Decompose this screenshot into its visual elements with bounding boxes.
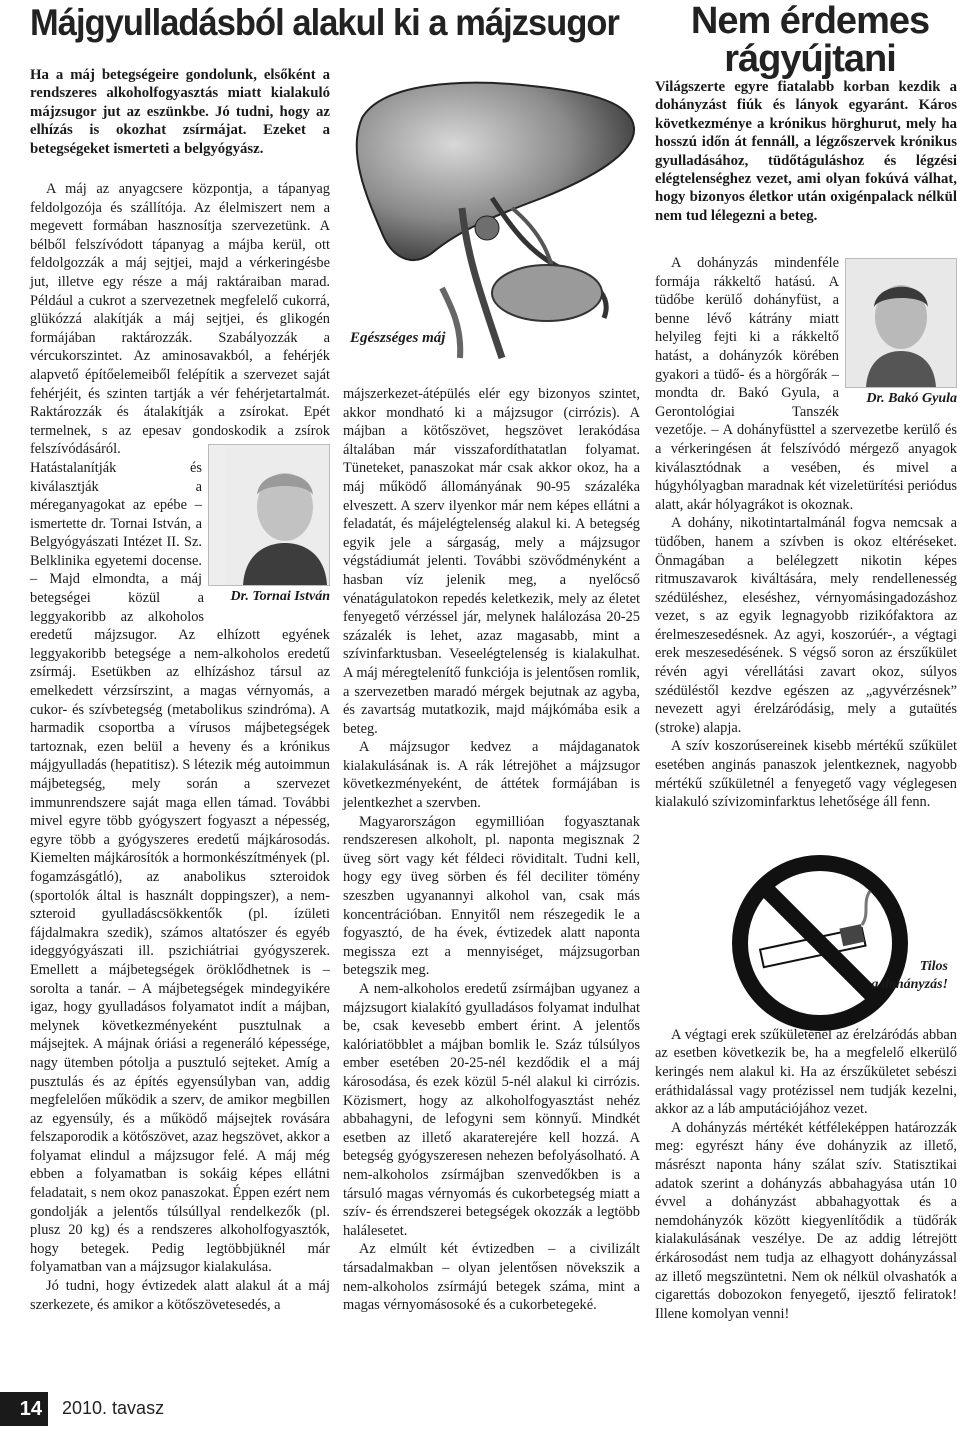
no-smoking-sign: [730, 853, 910, 1033]
col2-paragraph: Magyarországon egymillióan fogyasztanak rendszeresen alkoholt, pl. naponta megisznak 2 üveg sört vagy két féldeci röviditalt. Tudni kell, hogy egy üveg sörben és fél deciliter tömény szeszben ugyanannyi alkohol van, csak más koncentrációban. Ennyitől nem részegedik le a fogyasztó, de ha évek, évtizedek alatt naponta megissza ezt a mennyiséget, májzsugorban betegszik meg.: [343, 813, 640, 979]
no-smoking-icon: [730, 853, 910, 1033]
right-headline: [660, 2, 960, 78]
col2-paragraph: A nem-alkoholos eredetű zsírmájban ugyanez a májzsugort kialakító gyulladásos folyamat indulhat be, csak kevesebb embert érint. A jelentős kalóriatöbblet a májban bomlik le. Száz túlsúlyos ember esetében 20-25-nél kezdődik el a máj károsodása, és ezek közül 5-nél alakul ki cirrózis. Közismert, hogy az alkoholfogyasztást nehéz abbahagyni, de lefogyni sem könnyű. Mindkét esetben az illető akaraterejére kell hozzá. A betegség gyógyszeresen nehezen befolyásolható. A nem-alkoholos zsírmájban szenvedőkben is a társuló magas vérnyomás és cukorbetegség miatt a szív- és érrendszerei betegségek okozzák a legtöbb halálesetet.: [343, 981, 640, 1239]
issue-label: 2010. tavasz: [62, 1398, 165, 1418]
right-headline-line1: Nem érdemes: [690, 0, 930, 42]
col1-paragraph: Jó tudni, hogy évtizedek alatt alakul át a máj szerkezete, és amikor a kötőszövetesedés, a: [30, 1278, 330, 1313]
bako-caption: Dr. Bakó Gyula: [866, 391, 957, 406]
tornai-caption: Dr. Tornai István: [230, 589, 330, 605]
page-number: 14: [0, 1392, 48, 1426]
tornai-photo: [208, 444, 330, 586]
portrait-icon: [225, 445, 330, 585]
left-column-2: [343, 385, 640, 1315]
right-paragraph: A dohányzás mindenféle formája rákkeltő hatású. A tüdőbe kerülő dohányfüst, a benne lévő kátrány miatt helyileg fejti ki a rákkeltő hatást, a dohányzók körében gyakori a tüdő- és a hörgőrák – mondta dr. Bakó Gyula, a Gerontológiai Tanszék vezetője. – A dohányfüsttel a szervezetbe kerülő és a vérkeringésen át felszívódó mérgező anyagok kiválasztódnak a vesében, és mivel a húgyhólyagban maradnak két vizeletürítési periódus alatt, akár hólyagrákot is okoznak.: [655, 255, 957, 513]
left-column-1: [30, 180, 330, 1314]
liver-icon: [342, 58, 642, 376]
right-headline-line2: rágyújtani: [724, 38, 896, 80]
no-smoking-caption-line1: Tilos: [919, 959, 948, 974]
right-paragraph: A szív koszorúsereinek kisebb mértékű szűkület esetében anginás panaszok jelentkeznek, nagyobb mértékű szűkületnél a fenyegető vagy véglegesen kialakuló szívizominfarktus lehetősége áll fenn.: [655, 738, 957, 811]
liver-illustration: [342, 58, 642, 376]
right-paragraph: A végtagi erek szűkületénél az érelzáródás abban az esetben következik be, ha a megfelelő elkerülő keringés nem alakul ki. Ha az érszűkületet sebészi eráthidalással vagy protézissel nem tudják kezelni, akkor az a láb amputációjához vezet.: [655, 1026, 957, 1118]
right-lead: Világszerte egyre fiatalabb korban kezdik a dohányzást fiúk és lányok egyaránt. Káros következménye a krónikus hörghurut, mely ha hosszú időn át fennáll, a légzőszervek krónikus gyulladásához, tüdőtáguláshoz és légzési elégtelenséghez vezet, ami olyan fokúvá válhat, hogy bizonyos életkor után oxigénpalack nélkül nem tud lélegezni a beteg.: [655, 79, 957, 224]
portrait-icon: [846, 259, 956, 387]
col2-paragraph: májszerkezet-átépülés elér egy bizonyos szintet, akkor mondható ki a májzsugor (cirrózis). A májban a kötőszövet, hegszövet lerakódása általában már visszafordíthatatlan folyamat. Tüneteket, panaszokat már csak akkor okoz, ha a máj működő állományának 90-95 százaléka elveszett. A szerv ilyenkor már nem képes ellátni a feladatát, és májelégtelenség alakul ki. A betegség egyik jele a sárgaság, mely a májzsugor végstádiumát jelenti. További szövődményként a hasban víz jelenik meg, a nyelőcső vénatágulatokon repedés keletkezik, mely az életet fenyegető vérzéssel jár, melynek halálozása 20-25 százalék is lehet, azaz magasabb, mint a szívinfarktusban. Veseelégtelenség is kialakulhat. A máj méregtelenítő funkciója is jelentősen romlik, a szervezetben maradó mérgek bejutnak az agyba, és zavartság mutatkozik, majd májkómába esik a beteg.: [343, 386, 640, 737]
left-headline: Májgyulladásból alakul ki a májzsugor: [30, 2, 619, 43]
bako-photo: [845, 258, 957, 388]
col2-paragraph: A májzsugor kedvez a májdaganatok kialakulásának is. A rák létrejöhet a májzsugor következményeként, de áttétek formájában is jelentkezhet a szervben.: [343, 739, 640, 812]
right-paragraph: A dohány, nikotintartalmánál fogva nemcsak a tüdőben, hanem a szívben is okoz eltéréseket. Önmagában a belélegzett nikotin képes ritmuszavarok kiváltására, mely rendellenesség szédüléshez, eleséshez, vérnyomásingadozáshoz vezet, s az egyik legnagyobb rizikófaktora az érelmeszesedésnek. Az agyi, koszorúér-, a végtagi erek meszesedésének. S végső soron az érszűkület révén agyi vérellátási zavart okoz, súlyos szédüléstől kezdve egészen az „agyvérzésnek” nevezett agyi érelzáródásig, mely a gutaütés (stroke) alapja.: [655, 515, 957, 736]
col1-paragraph: A máj az anyagcsere központja, a tápanyag feldolgozója és szállítója. Az élelmiszert nem a megevett formában hasznosítja szervezetünk. A bélből felszívódott tápanyag a májba kerül, ott feldolgozzák a máj sejtjei, majd a vérkeringésbe jut, illetve egy része a máj raktáraiban marad. Például a cukrot a szervezetnek megfelelő cukorrá, glükózzá alakítják a máj sejtjei, és glikogén formájában raktározzák. Szabályozzák a vércukorszintet. Az aminosavakból, a fehérjék alapvető építőelemeiből felépítik a szervezet saját fehérjéit, és szinten tartják a vér fehérjetartalmát. Raktározzák és átalakítják a zsírokat. Epét termelnek, s az epesav gondoskodik a zsírok felszívódásáról. Dr. Tornai István Hatástalanítják és kiválasztják a méreganyagokat az epébe – ismertette dr. Tornai István, a Belgyógyászati Intézet II. Sz. Belklinika egyetemi docense. – Majd elmondta, a máj betegségei közül a leggyakoribb az alkoholos eredetű májzsugor. Az elhízott egyének leggyakoribb betegsége a nem-alkoholos eredetű zsírmáj. Esetükben az elhízáshoz társul az emelkedett vérzsírszint, a magas vérnyomás, a cukor- és szívbetegség (metabolikus szindróma). A harmadik csoportba a vírusos májbetegségek tartoznak, ezen belül a heveny és a krónikus májgyulladás (hepatitisz). S létezik még autoimmun májbetegség, mely során a szervezet immunrendszere saját maga ellen támad. További mivel egyre több gyógyszert fogyaszt a népesség, egyre több a gyógyszeres eredetű májkárosodás. Kiemelten májkárosítók a hormonkészítmények (pl. fogamzásgátló), az anabolikus szteroidok (sportolók által is használt doppingszer), a nem-szteroid gyulladáscsökkentők (pl. ízületi fájdalmakra szedik), számos altatószer és egyéb ideggyógyászati ill. pszichiátriai gyógyszerek. Emellett a májbetegségek öröklődhetnek is – sorolta a tanár. – A májbetegségek mindegyikére igaz, hogy gyulladásos folyamatot indít a májban, melynek következményeként pusztulnak a májsejtek. A májnak óriási a regeneráló képessége, nagy ütemben pótolja a pusztuló sejteket. Amíg a pusztulás és az építés egyensúlyban van, addig megfelelően működik a szerv, de amikor megbillen az egyensúly, és a működő májsejtek rovására felszaporodik a kötőszövet, azaz hegszövet, akkor a folyamat elindul a májzsugor felé. A máj még ebben a folyamatban is sokáig képes ellátni feladatait, s nem okoz panaszokat. Éppen ezért nem gondolják a jelentős túlsúllyal rendelkezők (pl. plusz 20 kg) és a rendszeres alkoholfogyasztók, hogy betegek. Pedig legtöbbjüknél már folyamatban van a májzsugor kialakulása.: [30, 180, 330, 1277]
right-paragraph: A dohányzás mértékét kétféleképpen határozzák meg: egyrészt hány éve dohányzik az illető, másrészt naponta hány szálat szív. Statisztikai adatok szerint a dohányzás abbahagyása után 10 évvel a dohányzást abbahagyottak és a nemdohányzók között kiegyenlítődik a tüdőrák kialakulásának veszélye. De az addig létrejött érkárosodást nem tudja az elhagyott dohányzással az illető megszüntetni. Nem ok nélkül olvashatók a cigarettás dobozokon fenyegető, ijesztő feliratok! Illene komolyan venni!: [655, 1119, 957, 1322]
col2-paragraph: Az elmúlt két évtizedben – a civilizált társadalmakban – olyan jelentősen növekszik a nem-alkoholos zsírmájú betegek száma, mint a magas vérnyomásosoké és a cukorbetegeké.: [343, 1241, 640, 1314]
left-lead: Ha a máj betegségeire gondolunk, elsőként a rendszeres alkoholfogyasztás miatt kialakuló májzsugor jut az eszünkbe. Jó tudni, hogy az elhízás is okozhat zsírmájat. Ezeket a betegségeket ismerteti a belgyógyász.: [30, 67, 330, 157]
no-smoking-caption: [840, 958, 948, 994]
liver-caption: Egészséges máj: [350, 330, 446, 346]
right-column: [655, 254, 957, 1323]
no-smoking-caption-line2: a dohányzás!: [871, 977, 948, 992]
